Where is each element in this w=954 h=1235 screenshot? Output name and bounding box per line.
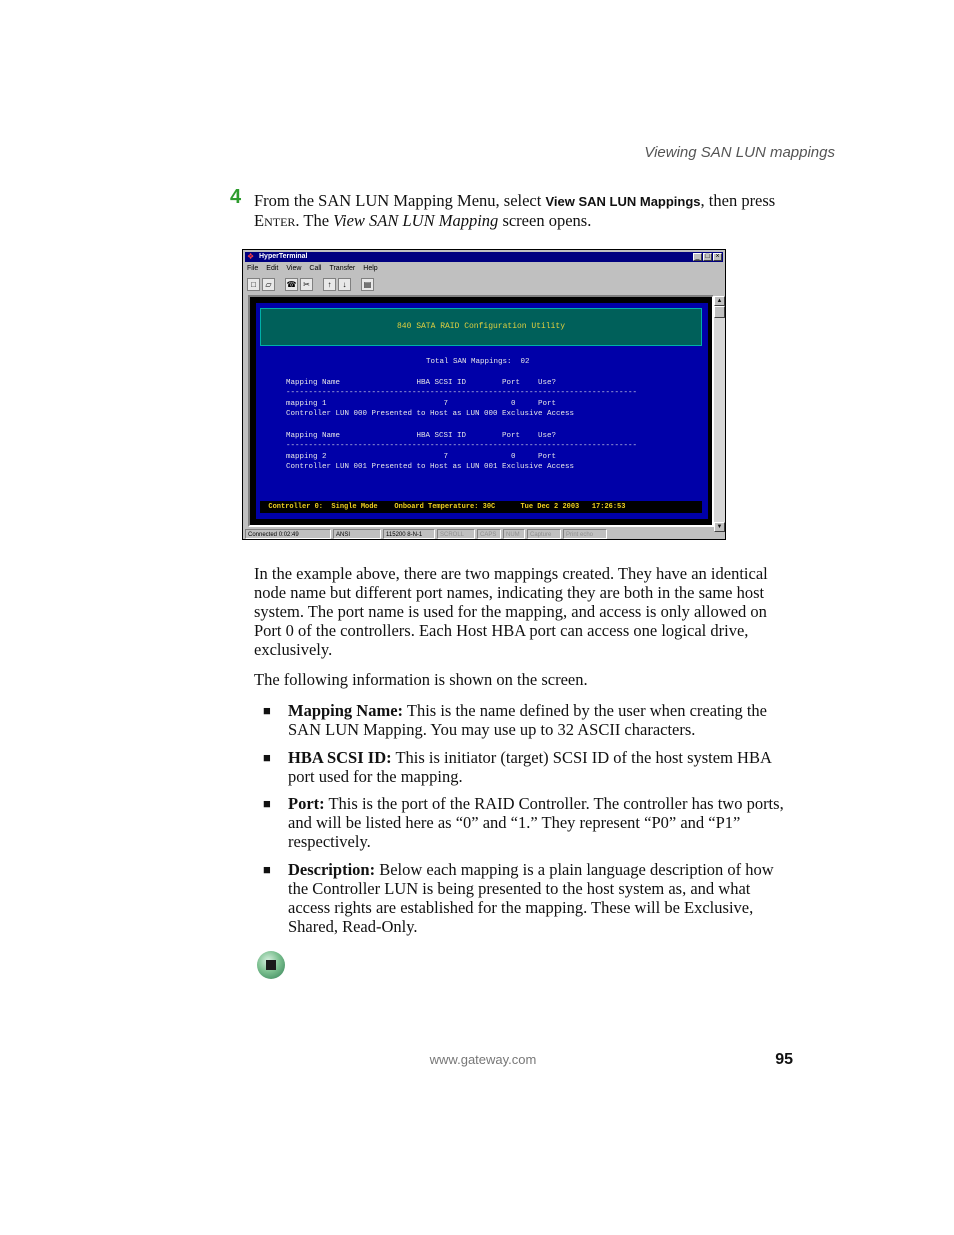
window-title: HyperTerminal [259, 253, 308, 260]
minimize-button[interactable]: _ [693, 253, 702, 261]
title-bar [245, 252, 723, 262]
status-capture: Capture [527, 529, 561, 539]
phone-icon[interactable]: ☎ [286, 279, 297, 289]
status-num: NUM [503, 529, 525, 539]
scroll-up-icon[interactable]: ▲ [714, 296, 725, 306]
menu-edit[interactable]: Edit [266, 265, 279, 272]
column-header-row: Mapping Name HBA SCSI ID Port Use? [286, 379, 557, 387]
bullet-term: Port: [288, 794, 325, 813]
properties-icon[interactable]: ▤ [361, 278, 374, 291]
mapping-description: Controller LUN 000 Presented to Host as LUN 000 Exclusive Access [286, 410, 575, 418]
bullet-marker: ■ [263, 703, 271, 718]
controller-status-line: Controller 0: Single Mode Onboard Temperature: 30C Tue Dec 2 2003 17:26:53 [260, 501, 702, 513]
bullet-port [288, 794, 790, 851]
open-icon[interactable]: ▱ [262, 278, 275, 291]
menu-call[interactable]: Call [309, 265, 322, 272]
bullet-term: Mapping Name: [288, 701, 404, 720]
new-icon[interactable]: □ [247, 278, 260, 291]
running-title: Viewing SAN LUN mappings [644, 144, 835, 161]
menu-file[interactable]: File [247, 265, 259, 272]
bullet-marker: ■ [263, 862, 271, 877]
disconnect-icon[interactable]: ✂ [300, 278, 313, 291]
menu-view[interactable]: View [286, 265, 302, 272]
menu-transfer[interactable]: Transfer [329, 265, 356, 272]
status-bar [245, 529, 723, 539]
status-caps: CAPS [477, 529, 501, 539]
scroll-thumb[interactable] [714, 306, 725, 318]
mapping-row: mapping 1 7 0 Port [286, 400, 557, 408]
vertical-scrollbar[interactable] [714, 296, 725, 532]
key-ref: Enter [254, 211, 296, 230]
bullet-marker: ■ [263, 750, 271, 765]
step-text-4: screen opens. [498, 211, 592, 230]
step-text-2: , then press [700, 191, 776, 210]
bullet-description: This is initiator (target) SCSI ID of the host system HBA port used for the mapping. [288, 748, 771, 786]
status-scroll: SCROLL [437, 529, 475, 539]
header-rule: ------------------------------------------------------------------------------ [286, 442, 638, 450]
toolbar [247, 276, 374, 292]
bullet-description: This is the port of the RAID Controller. The controller has two ports, and will be listed here as “0” and “1.” They represent “P0” and “P1” respectively. [288, 794, 784, 851]
footer-url: www.gateway.com [429, 1052, 537, 1067]
mapping-description: Controller LUN 001 Presented to Host as LUN 001 Exclusive Access [286, 463, 575, 471]
step-instruction [254, 191, 790, 230]
close-button[interactable]: × [713, 253, 722, 261]
hyperterminal-app-icon: ❖ [247, 252, 255, 261]
status-settings: 115200 8-N-1 [383, 529, 435, 539]
mapping-row: mapping 2 7 0 Port [286, 453, 557, 461]
terminal-screen [256, 303, 708, 519]
end-of-section-icon [257, 951, 285, 979]
bullet-description-item [288, 860, 790, 936]
bullet-marker: ■ [263, 796, 271, 811]
terminal-frame [248, 295, 714, 527]
menu-help[interactable]: Help [363, 265, 378, 272]
receive-icon[interactable]: ↓ [338, 278, 351, 291]
page-number: 95 [775, 1051, 793, 1068]
column-header-row: Mapping Name HBA SCSI ID Port Use? [286, 432, 557, 440]
utility-banner: 840 SATA RAID Configuration Utility [260, 308, 702, 346]
bullet-term: Description: [288, 860, 376, 879]
step-text-3: . The [295, 211, 334, 230]
intro-paragraph: The following information is shown on the screen. [254, 670, 588, 689]
status-print-echo: Print echo [563, 529, 607, 539]
menu-option-ref: View SAN LUN Mappings [545, 194, 701, 209]
step-number: 4 [230, 186, 242, 208]
send-icon[interactable]: ↑ [323, 278, 336, 291]
total-mappings: Total SAN Mappings: 02 [426, 358, 530, 366]
header-rule: ------------------------------------------------------------------------------ [286, 389, 638, 397]
step-text-1: From the SAN LUN Mapping Menu, select [254, 191, 546, 210]
window-controls [693, 253, 722, 261]
maximize-button[interactable]: □ [703, 253, 712, 261]
screen-name-ref: View SAN LUN Mapping [333, 211, 499, 230]
bullet-hba-scsi-id [288, 748, 790, 786]
status-emulation: ANSI [333, 529, 381, 539]
bullet-description: Below each mapping is a plain language description of how the Controller LUN is being presented to the host system as, and what access rights are established for the mapping. These will be Exclusive, Shared, Read-Only. [288, 860, 774, 936]
status-connected: Connected 0:02:49 [245, 529, 331, 539]
hyperterminal-window [242, 249, 726, 540]
bullet-mapping-name [288, 701, 790, 739]
bullet-description: This is the name defined by the user when creating the SAN LUN Mapping. You may use up to 32 ASCII characters. [288, 701, 768, 739]
bullet-term: HBA SCSI ID: [288, 748, 392, 767]
menu-bar [247, 264, 378, 274]
scroll-down-icon[interactable]: ▼ [714, 522, 725, 532]
explanation-paragraph: In the example above, there are two mappings created. They have an identical node name but different port names, indicating they are both in the same host system. The port name is used for the mapping, and access is only allowed on Port 0 of the controllers. Each Host HBA port can access one logical drive, exclusively. [254, 564, 768, 659]
